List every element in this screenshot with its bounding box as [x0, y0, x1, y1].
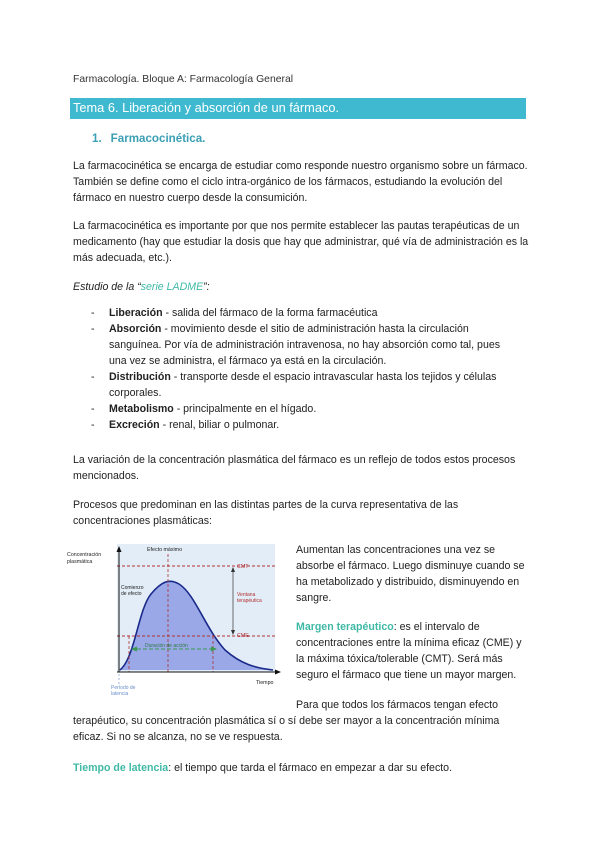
list-item	[91, 369, 511, 401]
list-term: Liberación	[109, 307, 163, 319]
list-term: Distribución	[109, 371, 171, 383]
list-desc: - principalmente en el hígado.	[173, 403, 317, 415]
paragraph-definition: La farmacocinética se encarga de estudiar como responde nuestro organismo sobre un fármaco. También se define como el ciclo intra-orgánico de los fármacos, estudiando la evolución del fármaco en nuestro cuerpo desde la consumición.	[73, 160, 528, 204]
paragraph-minimum-concentration	[73, 697, 529, 745]
therapeutic-margin-text: : es el intervalo de concentraciones entre la mínima eficaz (CME) y la máxima tóxica/tolerable (CMT). Será más seguro el fármaco que tiene un mayor margen.	[296, 621, 522, 681]
cme-label: CME	[237, 633, 249, 639]
list-term: Absorción	[109, 323, 162, 335]
duration-label: Duración de acción	[145, 643, 188, 649]
list-desc: - transporte desde el espacio intravascular hasta los tejidos y células corporales.	[109, 371, 497, 399]
minimum-concentration-text: Para que todos los fármacos tengan efecto terapéutico, su concentración plasmática sí o sí debe ser mayor a la concentración mínima eficaz. Si no se alcanza, no se ve respuesta.	[73, 699, 500, 743]
ladme-intro	[73, 279, 210, 295]
list-term: Excreción	[109, 419, 160, 431]
ladme-suffix: ”:	[203, 281, 210, 293]
page-header: Farmacología. Bloque A: Farmacología General	[73, 74, 294, 85]
paragraph-processes: Procesos que predominan en las distintas partes de la curva representativa de las concentraciones plasmáticas:	[73, 499, 459, 527]
paragraph-therapeutic-margin	[296, 619, 528, 683]
list-desc: - renal, biliar o pulmonar.	[159, 419, 280, 431]
latency-label-1: Período de	[111, 685, 136, 691]
latency-term: Tiempo de latencia	[73, 762, 169, 774]
list-item	[91, 401, 511, 417]
list-item	[91, 417, 511, 433]
list-item	[91, 321, 511, 369]
list-desc: - movimiento desde el sitio de administración hasta la circulación sanguínea. Por vía de administración intravenosa, no hay absorción como tal, pues una vez se administra, el fármaco ya está en la circulación.	[109, 323, 501, 367]
x-axis-label: Tiempo	[256, 680, 274, 686]
cmt-label: CMT	[237, 564, 249, 570]
y-axis-label-2: plasmática	[67, 559, 93, 565]
paragraph-latency	[73, 760, 529, 776]
latency-text: : el tiempo que tarda el fármaco en empezar a dar su efecto.	[168, 762, 453, 774]
list-item	[91, 305, 511, 321]
peak-label: Efecto máximo	[147, 547, 183, 553]
dash-bullet: -	[91, 307, 95, 319]
window-label-2: terapéutica	[237, 598, 262, 604]
dash-bullet: -	[91, 403, 95, 415]
section-number: 1.	[92, 132, 102, 145]
latency-label-2: latencia	[111, 691, 129, 696]
ladme-list	[91, 305, 511, 433]
x-axis-arrow	[275, 670, 281, 675]
topic-title: Tema 6. Liberación y absorción de un fármaco.	[73, 100, 340, 115]
ladme-prefix: Estudio de la “	[73, 281, 141, 293]
y-axis-label-1: Concentración	[67, 552, 102, 558]
therapeutic-margin-term: Margen terapéutico	[296, 621, 394, 633]
dash-bullet: -	[91, 419, 95, 431]
paragraph-curve-description: Aumentan las concentraciones una vez se absorbe el fármaco. Luego disminuye cuando se ha metabolizado y distribuido, disminuyendo en sangre.	[296, 544, 525, 604]
paragraph-importance: La farmacocinética es importante por que nos permite establecer las pautas terapéuticas de un medicamento (hay que estudiar la dosis que hay que administrar, qué vía de administración es la más adecuada, etc.).	[73, 220, 529, 264]
section-heading	[92, 131, 205, 147]
onset-label-1: Comienzo	[121, 585, 144, 591]
list-desc: - salida del fármaco de la forma farmacéutica	[162, 307, 378, 319]
dash-bullet: -	[91, 371, 95, 383]
window-label-1: Ventana	[237, 592, 256, 598]
list-term: Metabolismo	[109, 403, 174, 415]
onset-label-2: de efecto	[121, 591, 142, 597]
dash-bullet: -	[91, 323, 95, 335]
paragraph-variation: La variación de la concentración plasmática del fármaco es un reflejo de todos estos procesos mencionados.	[73, 454, 516, 482]
ladme-term: serie LADME	[140, 281, 204, 293]
section-label: Farmacocinética.	[110, 132, 206, 145]
topic-title-bar	[70, 98, 526, 119]
plasma-concentration-diagram	[65, 538, 287, 696]
